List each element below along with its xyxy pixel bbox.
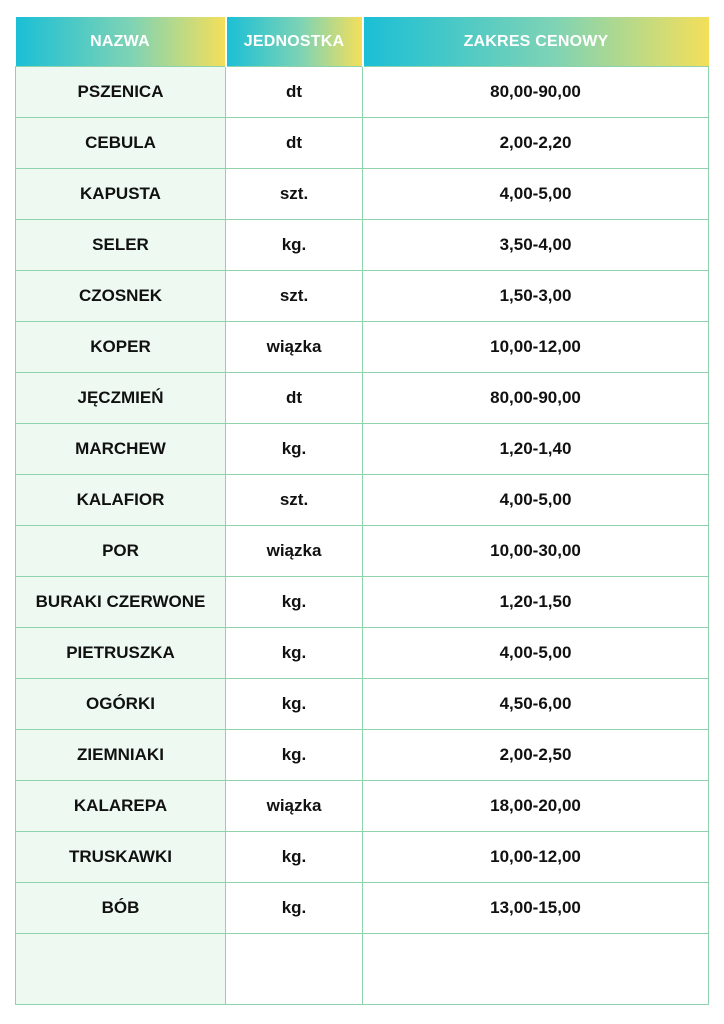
product-name: CEBULA bbox=[16, 118, 226, 169]
product-name: KAPUSTA bbox=[16, 169, 226, 220]
table-row bbox=[16, 832, 709, 883]
table-row bbox=[16, 118, 709, 169]
product-unit: dt bbox=[226, 118, 363, 169]
table-row bbox=[16, 169, 709, 220]
product-unit: kg. bbox=[226, 679, 363, 730]
empty-table-row bbox=[16, 934, 709, 1005]
table-row bbox=[16, 730, 709, 781]
product-price-range: 80,00-90,00 bbox=[363, 67, 709, 118]
product-unit: szt. bbox=[226, 169, 363, 220]
product-name: SELER bbox=[16, 220, 226, 271]
product-price-range: 10,00-12,00 bbox=[363, 322, 709, 373]
product-name: POR bbox=[16, 526, 226, 577]
product-price-range: 13,00-15,00 bbox=[363, 883, 709, 934]
product-name: CZOSNEK bbox=[16, 271, 226, 322]
product-price-range: 4,00-5,00 bbox=[363, 169, 709, 220]
product-price-range: 2,00-2,20 bbox=[363, 118, 709, 169]
table-row bbox=[16, 679, 709, 730]
product-name: JĘCZMIEŃ bbox=[16, 373, 226, 424]
product-price-range: 2,00-2,50 bbox=[363, 730, 709, 781]
product-price-range: 1,20-1,40 bbox=[363, 424, 709, 475]
product-unit: dt bbox=[226, 67, 363, 118]
product-unit: szt. bbox=[226, 475, 363, 526]
product-unit: kg. bbox=[226, 424, 363, 475]
product-unit: kg. bbox=[226, 220, 363, 271]
product-unit: wiązka bbox=[226, 781, 363, 832]
table-header-row bbox=[16, 17, 709, 67]
product-price-range: 4,50-6,00 bbox=[363, 679, 709, 730]
product-unit: kg. bbox=[226, 577, 363, 628]
product-price-range: 18,00-20,00 bbox=[363, 781, 709, 832]
table-row bbox=[16, 628, 709, 679]
product-price-range: 10,00-12,00 bbox=[363, 832, 709, 883]
price-table bbox=[15, 17, 709, 1005]
column-header-name: NAZWA bbox=[16, 17, 226, 67]
table-row bbox=[16, 271, 709, 322]
product-name: PIETRUSZKA bbox=[16, 628, 226, 679]
product-price-range: 3,50-4,00 bbox=[363, 220, 709, 271]
product-unit: kg. bbox=[226, 883, 363, 934]
table-row bbox=[16, 577, 709, 628]
product-price-range: 4,00-5,00 bbox=[363, 628, 709, 679]
product-name: KOPER bbox=[16, 322, 226, 373]
product-unit: wiązka bbox=[226, 526, 363, 577]
table-row bbox=[16, 424, 709, 475]
product-name: OGÓRKI bbox=[16, 679, 226, 730]
product-name: BURAKI CZERWONE bbox=[16, 577, 226, 628]
table-row bbox=[16, 781, 709, 832]
product-name: TRUSKAWKI bbox=[16, 832, 226, 883]
empty-cell bbox=[226, 934, 363, 1005]
product-name: ZIEMNIAKI bbox=[16, 730, 226, 781]
table-row bbox=[16, 67, 709, 118]
table-row bbox=[16, 220, 709, 271]
product-unit: kg. bbox=[226, 730, 363, 781]
product-name: MARCHEW bbox=[16, 424, 226, 475]
table-row bbox=[16, 883, 709, 934]
column-header-price-range: ZAKRES CENOWY bbox=[363, 17, 709, 67]
product-unit: kg. bbox=[226, 628, 363, 679]
product-price-range: 1,20-1,50 bbox=[363, 577, 709, 628]
product-name: BÓB bbox=[16, 883, 226, 934]
product-name: PSZENICA bbox=[16, 67, 226, 118]
product-name: KALAREPA bbox=[16, 781, 226, 832]
table-row bbox=[16, 322, 709, 373]
table-row bbox=[16, 373, 709, 424]
table-row bbox=[16, 526, 709, 577]
product-price-range: 10,00-30,00 bbox=[363, 526, 709, 577]
product-unit: dt bbox=[226, 373, 363, 424]
product-unit: szt. bbox=[226, 271, 363, 322]
product-name: KALAFIOR bbox=[16, 475, 226, 526]
product-price-range: 1,50-3,00 bbox=[363, 271, 709, 322]
product-unit: kg. bbox=[226, 832, 363, 883]
empty-cell bbox=[16, 934, 226, 1005]
product-price-range: 4,00-5,00 bbox=[363, 475, 709, 526]
table-row bbox=[16, 475, 709, 526]
empty-cell bbox=[363, 934, 709, 1005]
product-unit: wiązka bbox=[226, 322, 363, 373]
column-header-unit: JEDNOSTKA bbox=[226, 17, 363, 67]
product-price-range: 80,00-90,00 bbox=[363, 373, 709, 424]
